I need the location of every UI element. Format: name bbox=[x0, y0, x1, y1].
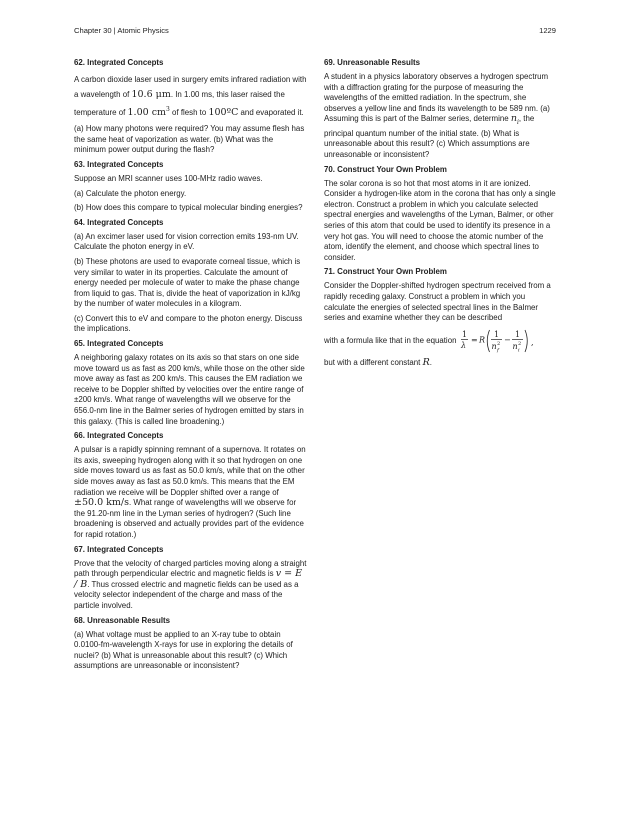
left-column bbox=[74, 58, 307, 676]
eq-right-paren bbox=[525, 330, 527, 352]
problem-heading: 64. Integrated Concepts bbox=[74, 217, 164, 227]
problem-text: Suppose an MRI scanner uses 100-MHz radio waves. bbox=[74, 173, 263, 183]
math-inline: ±50.0 km/s bbox=[74, 497, 129, 509]
eq-n: n bbox=[491, 341, 497, 351]
problem-71 bbox=[324, 267, 557, 368]
problem-text: (a) How many photons were required? You may assume flesh has the same heat of vaporization as water. (b) What was the minimum power output during the flash? bbox=[74, 124, 305, 155]
problem-70 bbox=[324, 165, 557, 264]
eq-minus: − bbox=[503, 335, 511, 345]
math-inline: v = E / B bbox=[74, 568, 303, 590]
page-header bbox=[74, 26, 556, 38]
eq-superscript: 2 bbox=[496, 340, 500, 347]
problem-64 bbox=[74, 218, 307, 335]
problem-heading: 62. Integrated Concepts bbox=[74, 58, 164, 67]
problem-text: Prove that the velocity of charged particles moving along a straight path through perpendicular electric and magnetic fields is v = E / B. Thus crossed electric and magnetic fields can be used as a velocity selector independent of the charge and mass of the particle involved. bbox=[74, 558, 307, 610]
eq-one: 1 bbox=[493, 329, 499, 339]
eq-subscript: f bbox=[496, 347, 499, 354]
problem-text: with a formula like that in the equation 1 λ = R 1 n 2 f − 1 n 2 i , bbox=[324, 328, 557, 354]
problem-68 bbox=[74, 616, 307, 672]
problem-66 bbox=[74, 431, 307, 540]
problem-69 bbox=[324, 58, 557, 161]
math-inline: 10.6 μm bbox=[131, 89, 171, 100]
problem-text: (b) How does this compare to typical molecular binding energies? bbox=[74, 203, 303, 213]
eq-one: 1 bbox=[461, 329, 467, 339]
eq-n: n bbox=[512, 341, 518, 351]
problem-text: (a) An excimer laser used for vision correction emits 193-nm UV. Calculate the photon energy in eV. bbox=[74, 231, 299, 252]
problem-heading: 69. Unreasonable Results bbox=[324, 58, 421, 67]
problem-heading: 70. Construct Your Own Problem bbox=[324, 164, 447, 174]
problem-heading: 67. Integrated Concepts bbox=[74, 544, 164, 554]
problem-text: Consider the Doppler-shifted hydrogen spectrum received from a rapidly receding galaxy. Construct a problem in which you calculate the energies of selected spectral lines in the Balmer series and examine whether they can be described bbox=[324, 281, 551, 323]
problem-text: The solar corona is so hot that most atoms in it are ionized. Consider a hydrogen-like atom in the corona that has only a single electron. Construct a problem in which you calculate selected spectral energies and wavelengths of the Lyman, Balmer, or other series of this atom that could be used to identify its presence in a very hot gas. You will need to choose the atomic number of the atom, identify the element, and choose which spectral lines to consider. bbox=[324, 178, 556, 262]
math-inline: R bbox=[422, 356, 430, 368]
problem-text: (c) Convert this to eV and compare to the photon energy. Discuss the implications. bbox=[74, 313, 303, 334]
problem-heading: 71. Construct Your Own Problem bbox=[324, 267, 447, 277]
math-inline: 100ºC bbox=[208, 107, 239, 119]
problem-65 bbox=[74, 339, 307, 427]
problem-heading: 68. Unreasonable Results bbox=[74, 615, 171, 625]
math-inline: $n_i$ bbox=[510, 113, 519, 127]
right-column bbox=[324, 58, 557, 372]
problem-63 bbox=[74, 160, 307, 214]
eq-r: R bbox=[478, 335, 485, 345]
problem-heading: 63. Integrated Concepts bbox=[74, 159, 164, 169]
eq-equals: = bbox=[470, 335, 478, 345]
problem-text: A neighboring galaxy rotates on its axis so that stars on one side move toward us as fast as 200 km/s, while those on the other side move away as fast as 200 km/s. This causes the EM radiation we receive to be Doppler shifted by velocities over the entire range of ±200 km/s. What range of wavelengths will we observe for the 656.0-nm line in the Balmer series of hydrogen emitted by stars in this galaxy. (This is called line broadening.) bbox=[74, 353, 305, 426]
math-inline: 1.00 $cm^3$ bbox=[127, 106, 170, 119]
problem-text: (b) These photons are used to evaporate corneal tissue, which is very similar to water in its properties. Calculate the amount of energy needed per molecule of water to make the phase change from liquid to gas. That is, divide the heat of vaporization in kJ/kg by the number of water molecules in a kilogram. bbox=[74, 256, 301, 309]
problem-text: (a) What voltage must be applied to an X-ray tube to obtain 0.0100-fm-wavelength X-rays for use in exploring the details of nuclei? (b) What is unreasonable about this result? (c) Which assumptions are unreasonable or inconsistent? bbox=[74, 629, 293, 671]
eq-left-paren bbox=[487, 330, 489, 352]
page-number: 1229 bbox=[539, 26, 556, 35]
problem-text: A carbon dioxide laser used in surgery emits infrared radiation with a wavelength of 10.6 μm. In 1.00 ms, this laser raised the temperature of 1.00 $cm^3$ of flesh to 100ºC and evaporated it. bbox=[74, 75, 307, 119]
problem-62 bbox=[74, 58, 307, 156]
problem-heading: 66. Integrated Concepts bbox=[74, 431, 164, 441]
eq-subscript: i bbox=[517, 347, 520, 354]
problem-text: (a) Calculate the photon energy. bbox=[74, 188, 187, 198]
eq-superscript: 2 bbox=[517, 340, 521, 347]
problem-text: A pulsar is a rapidly spinning remnant of a supernova. It rotates on its axis, sweeping hydrogen along with it so that hydrogen on one side moves toward us as fast as 50.0 km/s, while that on the other side moves away as fast as 50.0 km/s. This means that the EM radiation we receive will be Doppler shifted over a range of ±50.0 km/s. What range of wavelengths will we observe for the 91.20-nm line in the Lyman series of hydrogen? (Such line broadening is observed and actually provides part of the evidence for rapid rotation.) bbox=[74, 445, 306, 539]
eq-comma: , bbox=[530, 337, 534, 347]
problem-heading: 65. Integrated Concepts bbox=[74, 339, 164, 349]
chapter-title: Chapter 30 | Atomic Physics bbox=[74, 26, 169, 35]
problem-67 bbox=[74, 545, 307, 612]
problem-text: but with a different constant R. bbox=[324, 356, 432, 368]
eq-one: 1 bbox=[514, 329, 520, 339]
eq-lambda: λ bbox=[460, 340, 466, 350]
problem-text: A student in a physics laboratory observes a hydrogen spectrum with a diffraction grating for the purpose of measuring the wavelengths of the emitted radiation. In the spectrum, she observes a yellow line and finds its wavelength to be 589 nm. (a) Assuming this is part of the Balmer series, determine $n_i$, the principal quantum number of the initial state. (b) What is unreasonable about this result? (c) Which assumptions are unreasonable or inconsistent? bbox=[324, 72, 550, 160]
rydberg-equation bbox=[459, 328, 541, 354]
